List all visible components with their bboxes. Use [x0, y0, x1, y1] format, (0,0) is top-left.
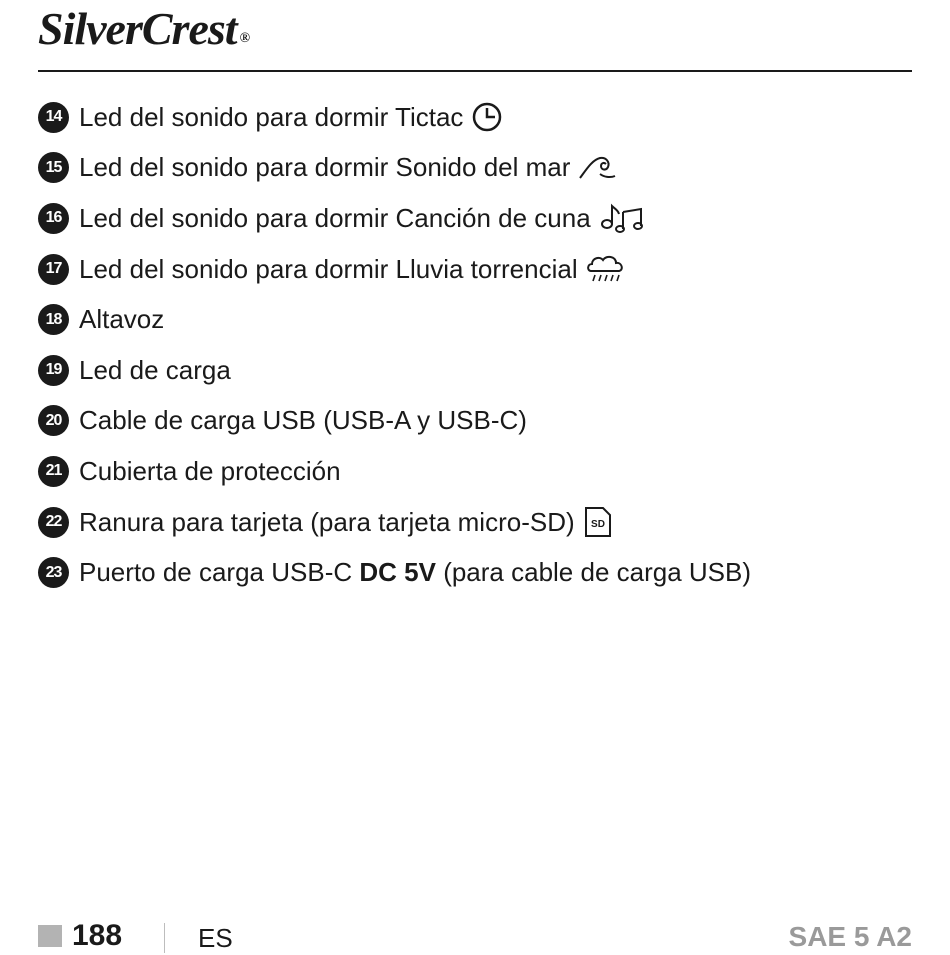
wave-icon [578, 154, 618, 182]
footer-square-marker [38, 925, 62, 947]
list-item [38, 396, 918, 447]
item-number-badge: 23 [38, 557, 69, 588]
list-item [38, 294, 918, 345]
list-item [38, 345, 918, 396]
list-item [38, 244, 918, 295]
page-number: 188 [72, 919, 123, 952]
item-number-badge: 17 [38, 254, 69, 285]
page-header [38, 0, 912, 72]
item-number-badge: 21 [38, 456, 69, 487]
item-number-badge: 14 [38, 102, 69, 133]
item-text-before: Puerto de carga USB-C [79, 557, 353, 588]
registered-mark: ® [239, 31, 250, 46]
model-number: SAE 5 A2 [788, 921, 912, 952]
music-notes-icon [599, 202, 645, 234]
item-number-badge: 22 [38, 507, 69, 538]
item-text: Cubierta de protección [79, 455, 341, 486]
item-text: Altavoz [79, 304, 165, 335]
rain-cloud-icon [586, 254, 626, 284]
item-number-badge: 19 [38, 355, 69, 386]
list-item [38, 92, 918, 143]
language-code: ES [198, 923, 233, 953]
list-item [38, 143, 918, 194]
clock-icon [471, 101, 503, 133]
voltage-rating: DC 5V [359, 557, 436, 588]
item-number-badge: 16 [38, 203, 69, 234]
item-text: Led del sonido para dormir Sonido del mar [79, 152, 571, 183]
list-item [38, 446, 918, 497]
list-item [38, 547, 918, 598]
item-text: Led del sonido para dormir Tictac [79, 101, 464, 132]
list-item [38, 193, 918, 244]
item-number-badge: 15 [38, 152, 69, 183]
sd-card-icon [583, 506, 613, 538]
item-number-badge: 18 [38, 304, 69, 335]
item-number-badge: 20 [38, 405, 69, 436]
item-text [79, 557, 751, 588]
item-text-after: (para cable de carga USB) [443, 557, 752, 588]
item-text: Led del sonido para dormir Canción de cuna [79, 202, 591, 233]
item-text: Led del sonido para dormir Lluvia torrencial [79, 253, 578, 284]
item-text: Cable de carga USB (USB-A y USB-C) [79, 405, 527, 436]
brand-name: SilverCrest [38, 3, 237, 54]
list-item [38, 497, 918, 548]
parts-list [38, 92, 918, 598]
sd-card-label: SD [590, 519, 605, 531]
page-footer [38, 915, 912, 955]
brand-logo [38, 4, 249, 54]
footer-divider [164, 923, 165, 953]
item-text: Ranura para tarjeta (para tarjeta micro-SD) [79, 506, 575, 537]
item-text: Led de carga [79, 354, 231, 385]
